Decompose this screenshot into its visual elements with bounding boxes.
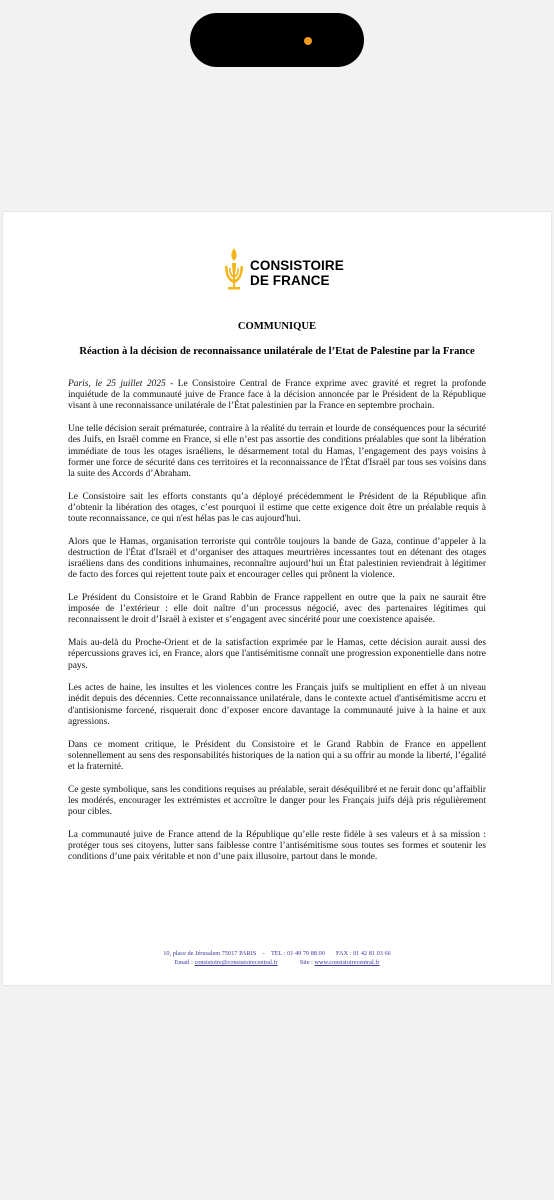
logo-line-2: DE FRANCE [250,273,330,288]
menorah-flame-icon [221,246,247,292]
document-body [68,379,486,875]
paragraph-3: Le Consistoire sait les efforts constants qu’a déployé précédemment le Président de la République afin d’obtenir la libération des otages, c’est pourquoi il estime que cette exigence doit être un préalable requis à toute reconnaissance, ce qui n'est hélas pas le cas aujourd'hui. [68,491,486,525]
paragraph-2: Une telle décision serait prématurée, contraire à la réalité du terrain et lourde de conséquences pour la sécurité des Juifs, en Israël comme en France, si elle n’est pas assortie des conditions préalables que sont la libération immédiate de tous les otages israéliens, le désarmement total du Hamas, l’engagement des pays voisins à former une force de sécurité dans ces territoires et la reconnaissance de l'État d'Israël par tous ses voisins dans la suite des Accords d’Abraham. [68,424,486,479]
logo-wordmark [250,258,344,288]
document-title: COMMUNIQUE [237,321,317,332]
footer-phone: TEL : 01 49 70 88 00 [270,950,325,957]
consistoire-logo [221,246,361,294]
paragraph-4: Alors que le Hamas, organisation terroriste qui contrôle toujours la bande de Gaza, continue d’appeler à la destruction de l'État d'Israël et d’organiser des attaques meurtrières incessantes tout en détenant des otages israéliens dans des conditions inhumaines, reconnaître aujourd’hui un État palestinien reviendrait à légitimer de facto des forces qui rejettent toute paix et encourager celles qui prônent la violence. [68,536,486,581]
document-page [3,212,551,985]
paragraph-9: Ce geste symbolique, sans les conditions requises au préalable, serait déséquilibré et ne ferait donc qu’affaiblir les modérés, encourager les extrémistes et accroître le danger pour les Français juifs déjà pris régulièrement pour cibles. [68,784,486,818]
paragraph-8: Dans ce moment critique, le Président du Consistoire et le Grand Rabbin de France en appellent solennellement au sens des responsabilités historiques de la nation qui a su offrir au monde la liberté, l’égalité et la fraternité. [68,739,486,772]
camera-indicator-dot [304,37,312,45]
footer-line-1 [3,949,551,958]
document-footer [3,949,551,967]
paragraph-10: La communauté juive de France attend de la République qu’elle reste fidèle à ses valeurs et à sa mission : protéger tous ses citoyens, lutter sans faiblesse contre l’antisémitisme sous toutes ses formes et soutenir les conditions d’une paix véritable et non d’une paix illusoire, partout dans le monde. [68,829,486,863]
footer-line-2 [3,958,551,967]
footer-site-link[interactable]: www.consistoirecentral.fr [314,959,380,966]
dynamic-island [190,13,364,67]
paragraph-6: Mais au-delà du Proche-Orient et de la satisfaction exprimée par le Hamas, cette décision aurait aussi des répercussions graves ici, en France, alors que l'antisémitisme connaît une progression exponentielle dans notre pays. [68,638,486,671]
paragraph-5: Le Président du Consistoire et le Grand Rabbin de France rappellent en outre que la paix ne saurait être imposée de l’extérieur : elle doit naître d’un processus négocié, avec des partenaires légitimes qui reconnaissent le droit d’Israël à exister et s’engagent avec sincérité pour une coexistence apaisée. [68,593,486,626]
footer-separator: - [262,950,265,957]
footer-email-label: Email : [174,959,193,966]
logo-line-1: CONSISTOIRE [250,258,344,273]
dateline: Paris, le 25 juillet 2025 [68,379,166,389]
footer-email-link[interactable]: consistoire@consistoirecentral.fr [194,959,278,966]
footer-site-label: Site : [299,959,313,966]
footer-fax: FAX : 01 42 81 03 66 [335,950,391,957]
footer-address: 10, place de Jérusalem 75017 PARIS [163,950,257,957]
paragraph-1 [68,379,486,413]
paragraph-1-text: - Le Consistoire Central de France exprime avec gravité et regret la profonde inquiétude de la communauté juive de France face à la décision annoncée par le Président de la République visant à une reconnaissance unilatérale de l’État palestinien par la France en septembre prochain. [68,379,486,412]
document-subtitle: Réaction à la décision de reconnaissance unilatérale de l’Etat de Palestine par la France [79,346,475,357]
paragraph-7: Les actes de haine, les insultes et les violences contre les Français juifs se multiplient en effet à un niveau inédit depuis des décennies. Cette reconnaissance unilatérale, dans le contexte actuel d'antisémitisme accru et d'antisionisme forcené, risquerait donc d’exposer encore davantage la communauté juive à la haine et aux agressions. [68,683,486,727]
